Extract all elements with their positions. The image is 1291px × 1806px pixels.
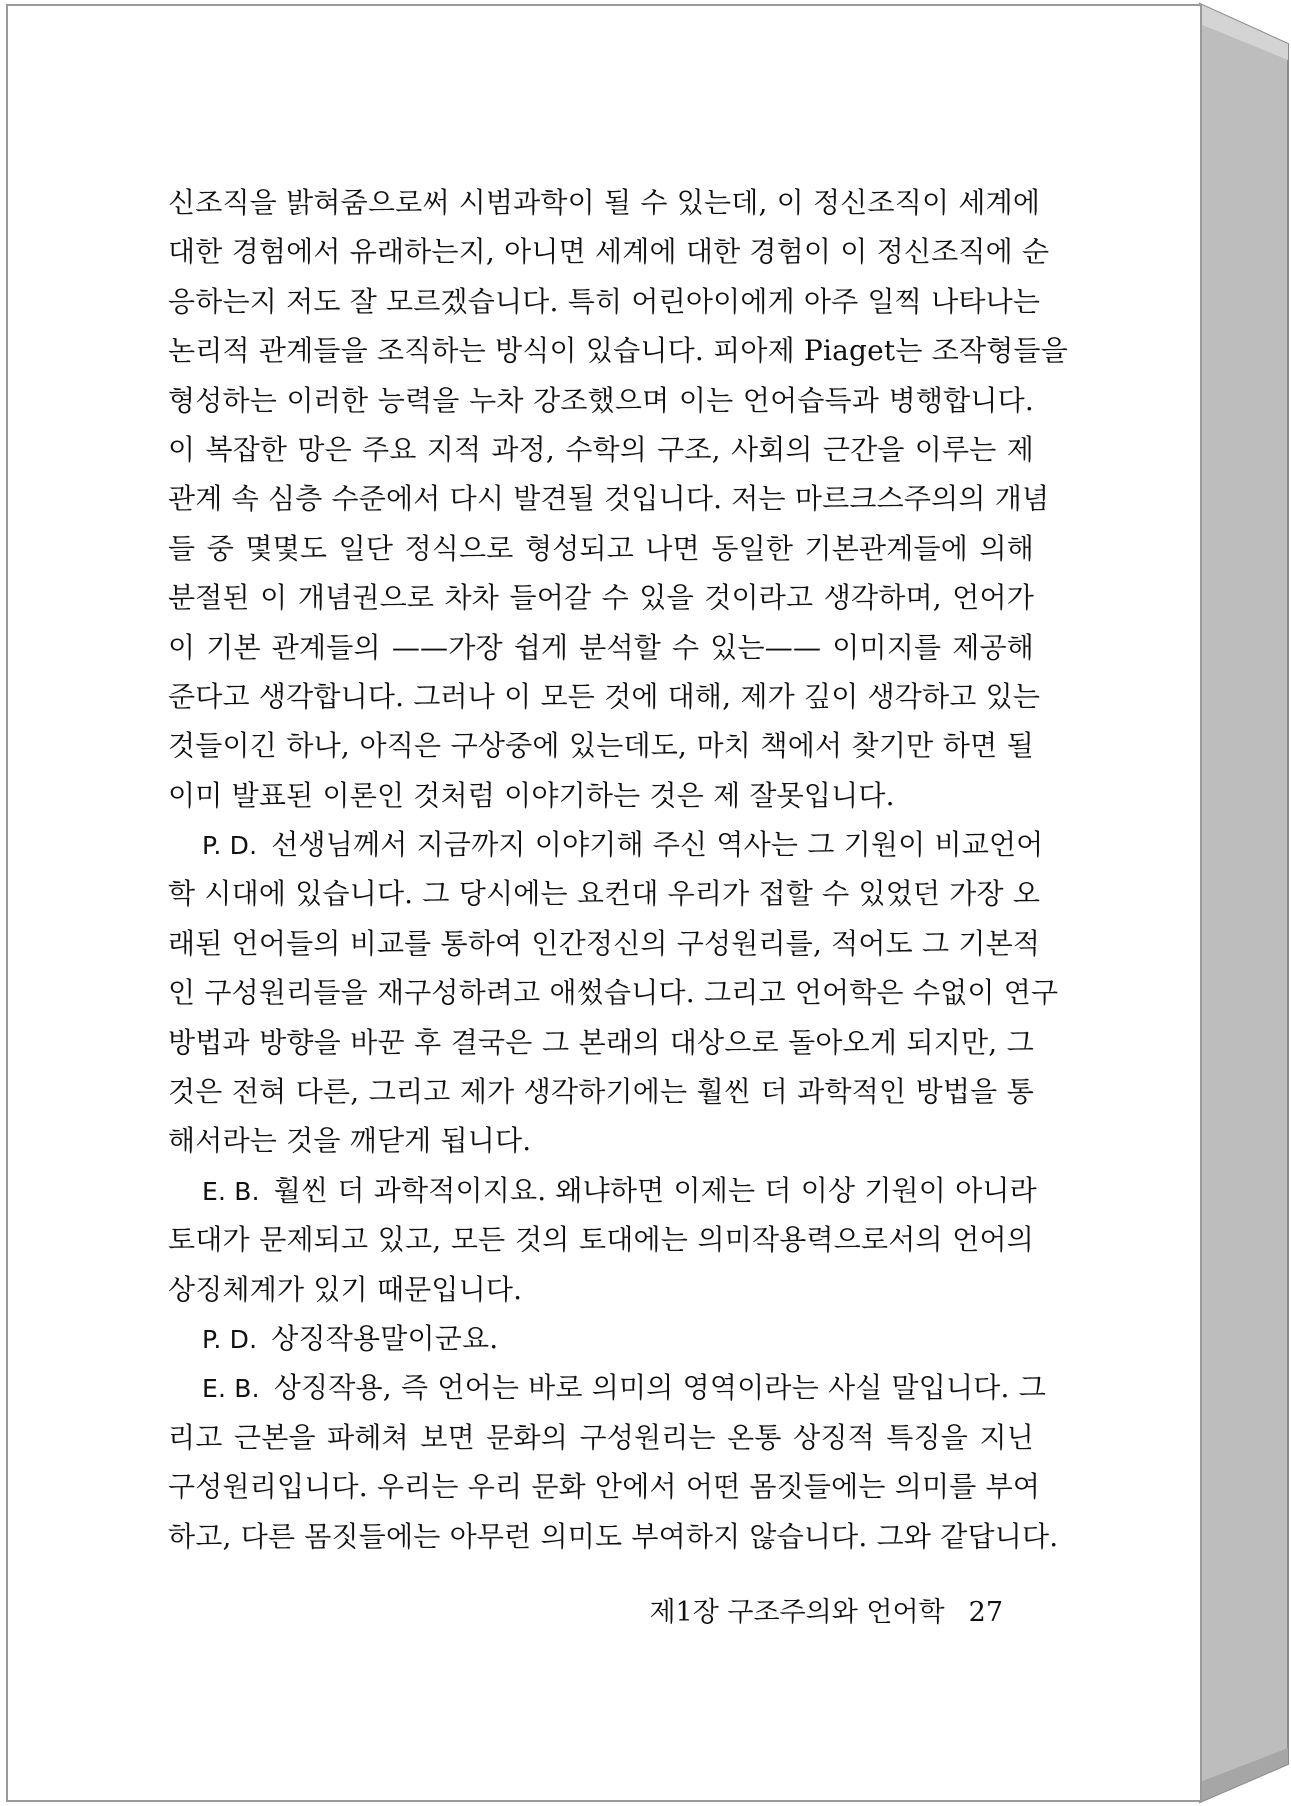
page-body [168,178,1068,1561]
text-line: 하고, 다른 몸짓들에는 아무런 의미도 부여하지 않습니다. 그와 같답니다. [168,1519,1059,1553]
speaker-label: P. D. [202,831,258,861]
text-line: 준다고 생각합니다. 그러나 이 모든 것에 대해, 제가 깊이 생각하고 있는 [168,679,1041,713]
text-line: 래된 언어들의 비교를 통하여 인간정신의 구성원리를, 적어도 그 기본적 [168,926,1041,960]
text-line: 이 복잡한 망은 주요 지적 과정, 수학의 구조, 사회의 근간을 이루는 제 [168,432,1034,466]
dialogue-text: 상징작용, 즉 언어는 바로 의미의 영역이라는 사실 말입니다. 그 [273,1371,1047,1405]
dialogue-first-line [168,1166,1037,1215]
dialogue-text: 상징작용말이군요. [271,1321,499,1355]
text-line: 논리적 관계들을 조직하는 방식이 있습니다. 피아제 Piaget는 조작형들을 [168,334,1068,368]
dialogue-pd-2 [168,1314,1034,1363]
text-line: 인 구성원리들을 재구성하려고 애썼습니다. 그리고 언어학은 수없이 연구 [168,976,1059,1010]
text-line: 분절된 이 개념권으로 차차 들어갈 수 있을 것이라고 생각하며, 언어가 [168,581,1034,615]
text-line: 이 기본 관계들의 ——가장 쉽게 분석할 수 있는—— 이미지를 제공해 [168,630,1034,664]
text-line: 구성원리입니다. 우리는 우리 문화 안에서 어떤 몸짓들에는 의미를 부여 [168,1470,1041,1504]
dialogue-eb-1 [168,1166,1037,1314]
text-line: 방법과 방향을 바꾼 후 결국은 그 본래의 대상으로 돌아오게 되지만, 그 [168,1025,1034,1059]
dialogue-first-line [168,1314,1034,1363]
dialogue-text: 선생님께서 지금까지 이야기해 주신 역사는 그 기원이 비교언어 [271,828,1044,862]
dialogue-eb-2 [168,1363,1059,1561]
text-line: 관계 속 심층 수준에서 다시 발견될 것입니다. 저는 마르크스주의의 개념 [168,482,1050,516]
dialogue-first-line [168,1363,1047,1412]
text-line: 리고 근본을 파헤쳐 보면 문화의 구성원리는 온통 상징적 특징을 지닌 [168,1420,1034,1454]
text-line: 신조직을 밝혀줌으로써 시범과학이 될 수 있는데, 이 정신조직이 세계에 [168,186,1041,219]
page-footer [649,1590,1003,1629]
text-line: 학 시대에 있습니다. 그 당시에는 요컨대 우리가 접할 수 있었던 가장 오 [168,877,1041,911]
dialogue-pd-1 [168,820,1059,1166]
text-line: 들 중 몇몇도 일단 정식으로 형성되고 나면 동일한 기본관계들에 의해 [168,531,1034,565]
speaker-label: E. B. [202,1176,260,1206]
chapter-title: 제1장 구조주의와 언어학 [649,1597,945,1628]
dialogue-text: 훨씬 더 과학적이지요. 왜냐하면 이제는 더 이상 기원이 아니라 [273,1173,1037,1207]
text-line: 이미 발표된 이론인 것처럼 이야기하는 것은 제 잘못입니다. [168,778,895,812]
speaker-label: P. D. [202,1324,258,1354]
text-line: 대한 경험에서 유래하는지, 아니면 세계에 대한 경험이 이 정신조직에 순 [168,235,1050,269]
text-line: 토대가 문제되고 있고, 모든 것의 토대에는 의미작용력으로서의 언어의 [168,1223,1034,1257]
text-line: 형성하는 이러한 능력을 누차 강조했으며 이는 언어습득과 병행합니다. [168,383,1034,417]
text-line: 것들이긴 하나, 아직은 구상중에 있는데도, 마치 책에서 찾기만 하면 될 [168,729,1034,763]
text-line: 해서라는 것을 깨닫게 됩니다. [168,1124,532,1158]
text-line: 것은 전혀 다른, 그리고 제가 생각하기에는 훨씬 더 과학적인 방법을 통 [168,1075,1034,1109]
page-number: 27 [968,1597,1003,1628]
text-line: 상징체계가 있기 때문입니다. [168,1272,523,1306]
text-line: 응하는지 저도 잘 모르겠습니다. 특히 어린아이에게 아주 일찍 나타나는 [168,284,1041,318]
dialogue-first-line [168,820,1044,869]
book-page [6,4,1202,1802]
paragraph-intro [168,178,1068,820]
speaker-label: E. B. [202,1374,260,1404]
